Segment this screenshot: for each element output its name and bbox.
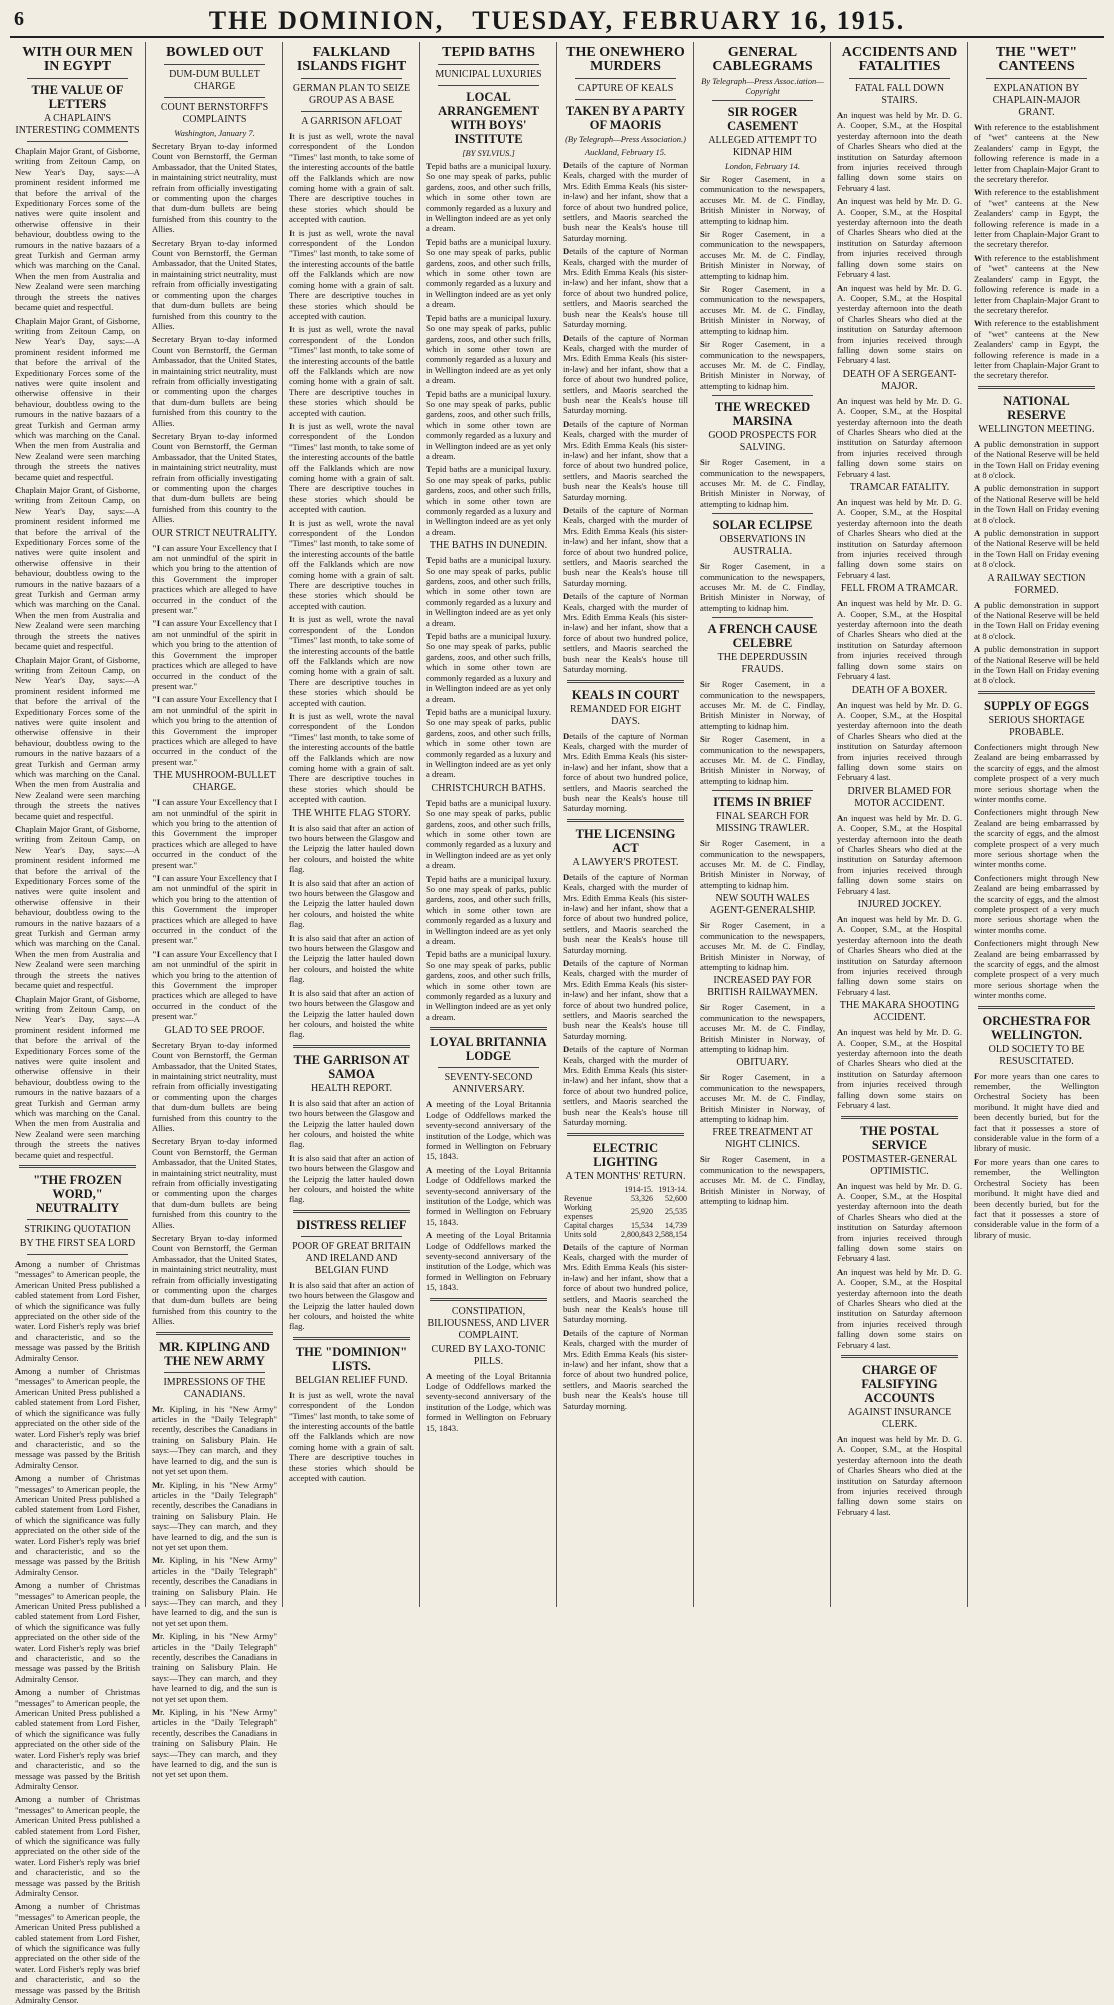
article-body: Secretary Bryan to-day informed Count von Bernstorff, the German Ambassador, that the United States, in maintaining strict neutrality, must refrain from officially investigating or commenting upon the charges that dum-dum bullets are being furnished from this country to the Allies.: [152, 334, 277, 428]
subheadline: FREE TREATMENT AT NIGHT CLINICS.: [712, 1127, 813, 1151]
subheadline: SERIOUS SHORTAGE PROBABLE.: [988, 714, 1085, 738]
article-body: Sir Roger Casement, in a communication to the newspapers, accuses Mr. M. de C. Findlay, British Minister in Norway, of attempting to kidnap him.: [700, 1072, 825, 1124]
article-body: An inquest was held by Mr. D. G. A. Cooper, S.M., at the Hospital yesterday afternoon into the death of Charles Shears who died at the institution on Saturday afternoon from injuries received through falling down some stairs on February 4 last.: [837, 598, 962, 682]
article-body: A public demonstration in support of the National Reserve will be held in the Town Hall on Friday evening at 8 o'clock.: [974, 528, 1099, 570]
article-body: Details of the capture of Norman Keals, charged with the murder of Mrs. Edith Emma Keals (his sister-in-law) and her infant, show that a force of about two hundred police, settlers, and Maoris searched the bush near the Keals's house till Saturday morning.: [563, 958, 688, 1041]
column-tepid-baths: [421, 42, 557, 1607]
article-body: Sir Roger Casement, in a communication to the newspapers, accuses Mr. M. de C. Findlay, British Minister in Norway, of attempting to kidnap him.: [700, 679, 825, 731]
article-body: An inquest was held by Mr. D. G. A. Cooper, S.M., at the Hospital yesterday afternoon into the death of Charles Shears who died at the institution on Saturday afternoon from injuries received through falling down some stairs on February 4 last.: [837, 110, 962, 193]
subheadline: DEATH OF A BOXER.: [851, 684, 948, 696]
subheadline: CAPTURE OF KEALS: [577, 83, 674, 94]
headline: FALKLAND ISLANDS FIGHT: [296, 45, 407, 74]
table-cell: 53,326: [631, 1193, 653, 1203]
article-body: Sir Roger Casement, in a communication to the newspapers, accuses Mr. M. de C. Findlay, British Minister in Norway, of attempting to kidnap him.: [700, 174, 825, 226]
subheadline: A GARRISON AFLOAT: [301, 116, 402, 127]
headline: WITH OUR MEN IN EGYPT: [22, 45, 133, 74]
column-onewhero: [558, 42, 694, 1607]
article-body: An inquest was held by Mr. D. G. A. Cooper, S.M., at the Hospital yesterday afternoon into the death of Charles Shears who died at the institution on Saturday afternoon from injuries received through falling down some stairs on February 4 last.: [837, 1434, 962, 1517]
article-body: Chaplain Major Grant, of Gisborne, writing from Zeitoun Camp, on New Year's Day, says:—A prominent resident informed me that before the arrival of the Expeditionary Forces some of the natives were quite insolent and otherwise offensive in their behaviour, doubtless owing to the rumours in the native bazaars of a great Turkish and German army which was marching on the Canal. When the men from Australia and New Zealand were seen marching through the streets the natives became quiet and respectful.: [15, 654, 140, 821]
article-body: "I can assure Your Excellency that I am not unmindful of the spirit in which you bring to the attention of this Government the improper practices which are alleged to have occurred in the conduct of the present war.": [152, 948, 277, 1022]
article-body: Among a number of Christmas "messages" to American people, the American United Press published a cabled statement from Lord Fisher, of which the significance was fully appreciated on the other side of the water. Lord Fisher's reply was brief and characteristic, and so the message was passed by the British Admiralty Censor.: [15, 1794, 140, 1898]
subheadline: THE DEPERDUSSIN FRAUDS.: [717, 652, 808, 676]
table-cell: 14,739: [665, 1220, 687, 1230]
subheadline: OBITUARY.: [736, 1057, 789, 1069]
article-body: It is just as well, wrote the naval correspondent of the London "Times" last month, to take some of the interesting accounts of the battle off the Falklands which are now coming home with a grain of salt. There are descriptive touches in these stories which should be accepted with caution.: [289, 517, 414, 611]
subheadline: ITEMS IN BRIEF: [713, 795, 812, 810]
article-body: It is just as well, wrote the naval correspondent of the London "Times" last month, to take some of the interesting accounts of the battle off the Falklands which are now coming home with a grain of salt. There are descriptive touches in these stories which should be accepted with caution.: [289, 324, 414, 418]
headline: "THE FROZEN WORD," NEUTRALITY: [33, 1173, 122, 1215]
table-cell: Working expenses: [564, 1202, 593, 1221]
table-cell: 25,535: [665, 1207, 687, 1216]
article-body: Mr. Kipling, in his "New Army" articles in the "Daily Telegraph" recently, describes the Canadians in training on Salisbury Plain. He says:—They can march, and they have learned to dig, and the sun is not yet set upon them.: [152, 1555, 277, 1628]
table-cell: 1914-15.: [624, 1184, 653, 1194]
electric-lighting-table: [563, 1185, 688, 1239]
article-body: Details of the capture of Norman Keals, charged with the murder of Mrs. Edith Emma Keals (his sister-in-law) and her infant, show that a force of about two hundred police, settlers, and Maoris searched the bush near the Keals's house till Saturday morning.: [563, 871, 688, 955]
article-body: Tepid baths are a municipal luxury. So one may speak of parks, public gardens, zoos, and other such frills, which in some other town are commonly regarded as a luxury and in Wellington indeed are as yet only a dream.: [426, 312, 551, 386]
headline: THE ONEWHERO MURDERS: [566, 45, 685, 74]
article-body: For more years than one cares to remember, the Wellington Orchestral Society has been moribund. It might have died and been decently buried, but for the fact that it possesses a store of considerable value in the form of a library of music.: [974, 1070, 1099, 1154]
article-body: Tepid baths are a municipal luxury. So one may speak of parks, public gardens, zoos, and other such frills, which in some other town are commonly regarded as a luxury and in Wellington indeed are as yet only a dream.: [426, 388, 551, 461]
subheadline: INCREASED PAY FOR BRITISH RAILWAYMEN.: [707, 975, 818, 999]
subheadline: A CHAPLAIN'S INTERESTING COMMENTS: [15, 113, 140, 136]
article-body: It is also said that after an action of two hours between the Glasgow and the Leipzig the latter hauled down her colours, and hoisted the white flag.: [289, 1152, 414, 1205]
headline: KEALS IN COURT: [571, 687, 680, 702]
table-cell: Capital charges: [564, 1220, 614, 1230]
article-body: Chaplain Major Grant, of Gisborne, writing from Zeitoun Camp, on New Year's Day, says:—A prominent resident informed me that before the arrival of the Expeditionary Forces some of the natives were quite insolent and otherwise offensive in their behaviour, doubtless owing to the rumours in the native bazaars of a great Turkish and German army which was marching on the Canal. When the men from Australia and New Zealand were seen marching through the streets the natives became quiet and respectful.: [15, 315, 140, 482]
subheadline: EXPLANATION BY CHAPLAIN-MAJOR GRANT.: [992, 83, 1081, 118]
subheadline: TRAMCAR FATALITY.: [849, 482, 950, 493]
table-cell: 25,920: [631, 1207, 653, 1216]
subheadline: AGAINST INSURANCE CLERK.: [847, 1407, 952, 1430]
subheadline: POSTMASTER-GENERAL OPTIMISTIC.: [841, 1153, 957, 1177]
subheadline: OLD SOCIETY TO BE RESUSCITATED.: [988, 1043, 1085, 1067]
article-body: Details of the capture of Norman Keals, charged with the murder of Mrs. Edith Emma Keals (his sister-in-law) and her infant, show that a force of about two hundred police, settlers, and Maoris searched the bush near the Keals's house till Saturday morning.: [563, 1241, 688, 1325]
article-body: Mr. Kipling, in his "New Army" articles in the "Daily Telegraph" recently, describes the Canadians in training on Salisbury Plain. He says:—They can march, and they have learned to dig, and the sun is not yet set upon them.: [152, 1403, 277, 1477]
section-heading: THE MUSHROOM-BULLET CHARGE.: [153, 770, 276, 794]
advertisement-heading: CONSTIPATION, BILIOUSNESS, AND LIVER COMPLAINT.: [427, 1305, 550, 1341]
advertisement-heading: CURED BY LAXO-TONIC PILLS.: [431, 1343, 546, 1367]
article-body: Chaplain Major Grant, of Gisborne, writing from Zeitoun Camp, on New Year's Day, says:—A prominent resident informed me that before the arrival of the Expeditionary Forces some of the natives were quite insolent and otherwise offensive in their behaviour, doubtless owing to the rumours in the native bazaars of a great Turkish and German army which was marching on the Canal. When the men from Australia and New Zealand were seen marching through the streets the natives became quiet and respectful.: [15, 993, 140, 1160]
subheadline: DRIVER BLAMED FOR MOTOR ACCIDENT.: [847, 785, 952, 809]
article-body: Sir Roger Casement, in a communication to the newspapers, accuses Mr. M. de C. Findlay, British Minister in Norway, of attempting to kidnap him.: [700, 1002, 825, 1054]
article-body: An inquest was held by Mr. D. G. A. Cooper, S.M., at the Hospital yesterday afternoon into the death of Charles Shears who died at the institution on Saturday afternoon from injuries received through falling down some stairs on February 4 last.: [837, 282, 962, 366]
article-body: It is also said that after an action of two hours between the Glasgow and the Leipzig the latter hauled down her colours, and hoisted the white flag.: [289, 822, 414, 875]
subheadline: A FRENCH CAUSE CELEBRE: [707, 622, 818, 651]
article-body: A public demonstration in support of the National Reserve will be held in the Town Hall on Friday evening at 8 o'clock.: [974, 599, 1099, 641]
article-body: It is also said that after an action of two hours between the Glasgow and the Leipzig the latter hauled down her colours, and hoisted the white flag.: [289, 987, 414, 1040]
table-row: [563, 1194, 688, 1203]
subheadline: STRIKING QUOTATION: [24, 1224, 131, 1235]
article-body: Confectioners might through New Zealand are being embarrassed by the scarcity of eggs, and the almost complete prospect of a very much more serious shortage when the winter months come.: [974, 872, 1099, 935]
article-body: Tepid baths are a municipal luxury. So one may speak of parks, public gardens, zoos, and other such frills, which in some other town are commonly regarded as a luxury and in Wellington indeed are as yet only a dream.: [426, 873, 551, 947]
section-heading: CHRISTCHURCH BATHS.: [431, 782, 546, 794]
article-body: Tepid baths are a municipal luxury. So one may speak of parks, public gardens, zoos, and other such frills, which in some other town are commonly regarded as a luxury and in Wellington indeed are as yet only a dream.: [426, 949, 551, 1022]
subheadline: NEW SOUTH WALES AGENT-GENERALSHIP.: [709, 893, 816, 917]
subheadline: SOLAR ECLIPSE: [712, 518, 813, 533]
article-body: Among a number of Christmas "messages" to American people, the American United Press published a cabled statement from Lord Fisher, of which the significance was fully appreciated on the other side of the water. Lord Fisher's reply was brief and characteristic, and so the message was passed by the British Admiralty Censor.: [15, 1259, 140, 1363]
article-body: "I can assure Your Excellency that I am not unmindful of the spirit in which you bring to the attention of this Government the improper practices which are alleged to have occurred in the conduct of the present war.": [152, 542, 277, 616]
article-body: An inquest was held by Mr. D. G. A. Cooper, S.M., at the Hospital yesterday afternoon into the death of Charles Shears who died at the institution on Saturday afternoon from injuries received through falling down some stairs on February 4 last.: [837, 395, 962, 479]
article-body: Sir Roger Casement, in a communication to the newspapers, accuses Mr. M. de C. Findlay, British Minister in Norway, of attempting to kidnap him.: [700, 457, 825, 509]
article-body: Confectioners might through New Zealand are being embarrassed by the scarcity of eggs, and the almost complete prospect of a very much more serious shortage when the winter months come.: [974, 807, 1099, 870]
subheadline: SEVENTY-SECOND ANNIVERSARY.: [444, 1072, 533, 1096]
newspaper-columns: [10, 42, 1104, 2005]
article-body: Mr. Kipling, in his "New Army" articles in the "Daily Telegraph" recently, describes the Canadians in training on Salisbury Plain. He says:—They can march, and they have learned to dig, and the sun is not yet set upon them.: [152, 1631, 277, 1704]
headline: ORCHESTRA FOR WELLINGTON.: [982, 1013, 1091, 1042]
article-body: Tepid baths are a municipal luxury. So one may speak of parks, public gardens, zoos, and other such frills, which in some other town are commonly regarded as a luxury and in Wellington indeed are as yet only a dream.: [426, 555, 551, 628]
article-body: Mr. Kipling, in his "New Army" articles in the "Daily Telegraph" recently, describes the Canadians in training on Salisbury Plain. He says:—They can march, and they have learned to dig, and the sun is not yet set upon them.: [152, 1707, 277, 1780]
article-body: Sir Roger Casement, in a communication to the newspapers, accuses Mr. M. de C. Findlay, British Minister in Norway, of attempting to kidnap him.: [700, 1154, 825, 1206]
article-body: Sir Roger Casement, in a communication to the newspapers, accuses Mr. M. de C. Findlay, British Minister in Norway, of attempting to kidnap him.: [700, 339, 825, 391]
subheadline: DEATH OF A SERGEANT-MAJOR.: [842, 368, 957, 392]
subheadline: GOOD PROSPECTS FOR SALVING.: [708, 430, 817, 454]
article-body: It is just as well, wrote the naval correspondent of the London "Times" last month, to take some of the interesting accounts of the battle off the Falklands which are now coming home with a grain of salt. There are descriptive touches in these stories which should be accepted with caution.: [289, 710, 414, 805]
article-body: It is just as well, wrote the naval correspondent of the London "Times" last month, to take some of the interesting accounts of the battle off the Falklands which are now coming home with a grain of salt. There are descriptive touches in these stories which should be accepted with caution.: [289, 420, 414, 515]
table-cell: 2,800,843: [621, 1229, 653, 1239]
article-body: Sir Roger Casement, in a communication to the newspapers, accuses Mr. M. de C. Findlay, British Minister in Norway, of attempting to kidnap him.: [700, 561, 825, 613]
page-number: 6: [14, 8, 24, 30]
article-body: A public demonstration in support of the National Reserve will be held in the Town Hall on Friday evening at 8 o'clock.: [974, 483, 1099, 525]
subheadline: REMANDED FOR EIGHT DAYS.: [569, 703, 682, 727]
table-cell: 52,600: [665, 1193, 687, 1203]
article-body: Details of the capture of Norman Keals, charged with the murder of Mrs. Edith Emma Keals (his sister-in-law) and her infant, show that a force of about two hundred police, settlers, and Maoris searched the bush near the Keals's house till Saturday morning.: [563, 332, 688, 416]
article-body: An inquest was held by Mr. D. G. A. Cooper, S.M., at the Hospital yesterday afternoon into the death of Charles Shears who died at the institution on Saturday afternoon from injuries received through falling down some stairs on February 4 last.: [837, 1027, 962, 1111]
column-accidents: [832, 42, 968, 1607]
subheadline: INJURED JOCKEY.: [857, 899, 942, 910]
subheadline: FELL FROM A TRAMCAR.: [840, 583, 959, 595]
article-body: Among a number of Christmas "messages" to American people, the American United Press published a cabled statement from Lord Fisher, of which the significance was fully appreciated on the other side of the water. Lord Fisher's reply was brief and characteristic, and so the message was passed by the British Admiralty Censor.: [15, 1366, 140, 1470]
article-body: "I can assure Your Excellency that I am not unmindful of the spirit in which you bring to the attention of this Government the improper practices which are alleged to have occurred in the conduct of the present war.": [152, 873, 277, 946]
article-body: Details of the capture of Norman Keals, charged with the murder of Mrs. Edith Emma Keals (his sister-in-law) and her infant, show that a force of about two hundred police, settlers, and Maoris searched the bush near the Keals's house till Saturday morning.: [563, 1044, 688, 1128]
article-body: Chaplain Major Grant, of Gisborne, writing from Zeitoun Camp, on New Year's Day, says:—A prominent resident informed me that before the arrival of the Expeditionary Forces some of the natives were quite insolent and otherwise offensive in their behaviour, doubtless owing to the rumours in the native bazaars of a great Turkish and German army which was marching on the Canal. When the men from Australia and New Zealand were seen marching through the streets the natives became quiet and respectful.: [15, 485, 140, 652]
article-body: An inquest was held by Mr. D. G. A. Cooper, S.M., at the Hospital yesterday afternoon into the death of Charles Shears who died at the institution on Saturday afternoon from injuries received through falling down some stairs on February 4 last.: [837, 196, 962, 280]
article-body: A meeting of the Loyal Britannia Lodge of Oddfellows marked the seventy-second anniversary of the institution of the Lodge, which was formed in Wellington on February 15, 1843.: [426, 1230, 551, 1293]
headline: SUPPLY OF EGGS: [984, 698, 1089, 713]
article-body: Among a number of Christmas "messages" to American people, the American United Press published a cabled statement from Lord Fisher, of which the significance was fully appreciated on the other side of the water. Lord Fisher's reply was brief and characteristic, and so the message was passed by the British Admiralty Censor.: [15, 1687, 140, 1791]
article-body: With reference to the establishment of "wet" canteens at the New Zealanders' camp in Egypt, the following reference is made in a letter from Chaplain-Major Grant to the secretary therefor.: [974, 187, 1099, 250]
article-body: Details of the capture of Norman Keals, charged with the murder of Mrs. Edith Emma Keals (his sister-in-law) and her infant, show that a force of about two hundred police, settlers, and Maoris searched the bush near the Keals's house till Saturday morning.: [563, 730, 688, 814]
article-body: Chaplain Major Grant, of Gisborne, writing from Zeitoun Camp, on New Year's Day, says:—A prominent resident informed me that before the arrival of the Expeditionary Forces some of the natives were quite insolent and otherwise offensive in their behaviour, doubtless owing to the rumours in the native bazaars of a great Turkish and German army which was marching on the Canal. When the men from Australia and New Zealand were seen marching through the streets the natives became quiet and respectful.: [15, 146, 140, 313]
headline: THE LICENSING ACT: [575, 826, 676, 855]
table-cell: [563, 1185, 620, 1194]
article-body: Details of the capture of Norman Keals, charged with the murder of Mrs. Edith Emma Keals (his sister-in-law) and her infant, show that a force of about two hundred police, settlers, and Maoris searched the bush near the Keals's house till Saturday morning.: [563, 591, 688, 675]
article-body: A public demonstration in support of the National Reserve will be held in the Town Hall on Friday evening at 8 o'clock.: [974, 644, 1099, 686]
article-body: Sir Roger Casement, in a communication to the newspapers, accuses Mr. M. de C. Findlay, British Minister in Norway, of attempting to kidnap him.: [700, 734, 825, 786]
article-body: Tepid baths are a municipal luxury. So one may speak of parks, public gardens, zoos, and other such frills, which in some other town are commonly regarded as a luxury and in Wellington indeed are as yet only a dream.: [426, 797, 551, 871]
headline: GENERAL CABLEGRAMS: [712, 45, 813, 74]
article-body: Details of the capture of Norman Keals, charged with the murder of Mrs. Edith Emma Keals (his sister-in-law) and her infant, show that a force of about two hundred police, settlers, and Maoris searched the bush near the Keals's house till Saturday morning.: [563, 505, 688, 588]
headline: THE "WET" CANTEENS: [995, 45, 1078, 74]
article-body: An inquest was held by Mr. D. G. A. Cooper, S.M., at the Hospital yesterday afternoon into the death of Charles Shears who died at the institution on Saturday afternoon from injuries received through falling down some stairs on February 4 last.: [837, 497, 962, 580]
dateline: Auckland, February 15.: [584, 147, 667, 157]
article-body: It is just as well, wrote the naval correspondent of the London "Times" last month, to take some of the interesting accounts of the battle off the Falklands which are now coming home with a grain of salt. There are descriptive touches in these stories which should be accepted with caution.: [289, 131, 414, 225]
article-body: It is also said that after an action of two hours between the Glasgow and the Leipzig the latter hauled down her colours, and hoisted the white flag.: [289, 932, 414, 985]
article-body: Tepid baths are a municipal luxury. So one may speak of parks, public gardens, zoos, and other such frills, which in some other town are commonly regarded as a luxury and in Wellington indeed are as yet only a dream.: [426, 631, 551, 704]
article-body: Sir Roger Casement, in a communication to the newspapers, accuses Mr. M. de C. Findlay, British Minister in Norway, of attempting to kidnap him.: [700, 284, 825, 336]
column-egypt: [10, 42, 146, 2005]
article-body: It is just as well, wrote the naval correspondent of the London "Times" last month, to take some of the interesting accounts of the battle off the Falklands which are now coming home with a grain of salt. There are descriptive touches in these stories which should be accepted with caution.: [289, 227, 414, 321]
paper-name: THE DOMINION,: [208, 6, 445, 35]
article-body: Secretary Bryan to-day informed Count von Bernstorff, the German Ambassador, that the United States, in maintaining strict neutrality, must refrain from officially investigating or commenting upon the charges that dum-dum bullets are being furnished from this country to the Allies.: [152, 141, 277, 235]
subheadline: MUNICIPAL LUXURIES: [435, 69, 542, 80]
article-body: It is also said that after an action of two hours between the Glasgow and the Leipzig the latter hauled down her colours, and hoisted the white flag.: [289, 1279, 414, 1332]
headline: CHARGE OF FALSIFYING ACCOUNTS: [861, 1363, 938, 1405]
article-body: It is also said that after an action of two hours between the Glasgow and the Leipzig the latter hauled down her colours, and hoisted the white flag.: [289, 1097, 414, 1150]
subheadline: FINAL SEARCH FOR MISSING TRAWLER.: [715, 811, 810, 835]
article-body: Tepid baths are a municipal luxury. So one may speak of parks, public gardens, zoos, and other such frills, which in some other town are commonly regarded as a luxury and in Wellington indeed are as yet only a dream.: [426, 706, 551, 780]
article-body: Details of the capture of Norman Keals, charged with the murder of Mrs. Edith Emma Keals (his sister-in-law) and her infant, show that a force of about two hundred police, settlers, and Maoris searched the bush near the Keals's house till Saturday morning.: [563, 246, 688, 330]
headline: THE "DOMINION" LISTS.: [295, 1344, 408, 1373]
agency-line: (By Telegraph—Press Association.): [565, 134, 686, 144]
masthead: [10, 6, 1104, 38]
article-body: Chaplain Major Grant, of Gisborne, writing from Zeitoun Camp, on New Year's Day, says:—A prominent resident informed me that before the arrival of the Expeditionary Forces some of the natives were quite insolent and otherwise offensive in their behaviour, doubtless owing to the rumours in the native bazaars of a great Turkish and German army which was marching on the Canal. When the men from Australia and New Zealand were seen marching through the streets the natives became quiet and respectful.: [15, 824, 140, 991]
subheadline: BELGIAN RELIEF FUND.: [295, 1374, 408, 1386]
subheadline: BY THE FIRST SEA LORD: [19, 1238, 136, 1249]
subheadline: THE VALUE OF LETTERS: [31, 83, 124, 111]
headline: MR. KIPLING AND THE NEW ARMY: [159, 1339, 270, 1368]
table-row: [563, 1230, 688, 1239]
column-cablegrams: [695, 42, 831, 1607]
article-body: A meeting of the Loyal Britannia Lodge of Oddfellows marked the seventy-second anniversary of the institution of the Lodge, which was formed in Wellington on February 15, 1843.: [426, 1370, 551, 1433]
subheadline: HEALTH REPORT.: [310, 1082, 393, 1094]
article-body: Mr. Kipling, in his "New Army" articles in the "Daily Telegraph" recently, describes the Canadians in training on Salisbury Plain. He says:—They can march, and they have learned to dig, and the sun is not yet set upon them.: [152, 1479, 277, 1552]
table-cell: Units sold: [564, 1229, 597, 1239]
dateline: Washington, January 7.: [174, 128, 255, 138]
subheadline: DUM-DUM BULLET CHARGE: [169, 69, 260, 92]
table-row: [563, 1203, 688, 1221]
subheadline: POOR OF GREAT BRITAIN AND IRELAND AND BELGIAN FUND: [292, 1240, 411, 1276]
table-cell: 2,588,154: [655, 1229, 687, 1239]
article-body: An inquest was held by Mr. D. G. A. Cooper, S.M., at the Hospital yesterday afternoon into the death of Charles Shears who died at the institution on Saturday afternoon from injuries received through falling down some stairs on February 4 last.: [837, 1180, 962, 1264]
subheadline: FATAL FALL DOWN STAIRS.: [854, 83, 945, 106]
article-body: An inquest was held by Mr. D. G. A. Cooper, S.M., at the Hospital yesterday afternoon into the death of Charles Shears who died at the institution on Saturday afternoon from injuries received through falling down some stairs on February 4 last.: [837, 914, 962, 997]
subheadline: SIR ROGER CASEMENT: [727, 105, 798, 133]
headline: THE GARRISON AT SAMOA: [293, 1052, 410, 1081]
subheadline: COUNT BERNSTORFF'S COMPLAINTS: [160, 102, 269, 125]
article-body: It is also said that after an action of two hours between the Glasgow and the Leipzig the latter hauled down her colours, and hoisted the white flag.: [289, 877, 414, 930]
headline: BOWLED OUT: [166, 45, 263, 60]
article-body: "I can assure Your Excellency that I am not unmindful of the spirit in which you bring to the attention of this Government the improper practices which are alleged to have occurred in the conduct of the present war.": [152, 797, 277, 870]
subheadline: THE WRECKED MARSINA: [714, 400, 811, 429]
article-body: Sir Roger Casement, in a communication to the newspapers, accuses Mr. M. de C. Findlay, British Minister in Norway, of attempting to kidnap him.: [700, 838, 825, 890]
subheadline: GERMAN PLAN TO SEIZE GROUP AS A BASE: [292, 83, 411, 106]
article-body: A meeting of the Loyal Britannia Lodge of Oddfellows marked the seventy-second anniversary of the institution of the Lodge, which was formed in Wellington on February 15, 1843.: [426, 1164, 551, 1227]
article-body: With reference to the establishment of "wet" canteens at the New Zealanders' camp in Egypt, the following reference is made in a letter from Chaplain-Major Grant to the secretary therefor.: [974, 252, 1099, 315]
subheadline: TAKEN BY A PARTY OF MAORIS: [565, 104, 686, 132]
subheadline: A LAWYER'S PROTEST.: [572, 856, 679, 868]
article-body: An inquest was held by Mr. D. G. A. Cooper, S.M., at the Hospital yesterday afternoon into the death of Charles Shears who died at the institution on Saturday afternoon from injuries received through falling down some stairs on February 4 last.: [837, 812, 962, 896]
article-body: A public demonstration in support of the National Reserve will be held in the Town Hall on Friday evening at 8 o'clock.: [974, 438, 1099, 480]
article-body: An inquest was held by Mr. D. G. A. Cooper, S.M., at the Hospital yesterday afternoon into the death of Charles Shears who died at the institution on Saturday afternoon from injuries received through falling down some stairs on February 4 last.: [837, 1266, 962, 1350]
column-bowled-out: [147, 42, 283, 1780]
section-heading: THE WHITE FLAG STORY.: [292, 807, 411, 819]
article-body: Secretary Bryan to-day informed Count von Bernstorff, the German Ambassador, that the United States, in maintaining strict neutrality, must refrain from officially investigating or commenting upon the charges that dum-dum bullets are being furnished from this country to the Allies.: [152, 237, 277, 331]
headline: LOYAL BRITANNIA LODGE: [430, 1035, 547, 1064]
article-body: With reference to the establishment of "wet" canteens at the New Zealanders' camp in Egypt, the following reference is made in a letter from Chaplain-Major Grant to the secretary therefor.: [974, 122, 1099, 185]
headline: THE POSTAL SERVICE: [860, 1123, 939, 1152]
article-body: Details of the capture of Norman Keals, charged with the murder of Mrs. Edith Emma Keals (his sister-in-law) and her infant, show that a force of about two hundred police, settlers, and Maoris searched the bush near the Keals's house till Saturday morning.: [563, 1327, 688, 1411]
subheadline: WELLINGTON MEETING.: [978, 423, 1095, 435]
article-body: Secretary Bryan to-day informed Count von Bernstorff, the German Ambassador, that the United States, in maintaining strict neutrality, must refrain from officially investigating or commenting upon the charges that dum-dum bullets are being furnished from this country to the Allies.: [152, 430, 277, 525]
headline: TEPID BATHS: [442, 45, 535, 60]
table-header: [563, 1185, 688, 1194]
subheadline: OBSERVATIONS IN AUSTRALIA.: [719, 534, 806, 558]
byline: [BY SYLVIUS.]: [462, 148, 515, 158]
article-body: Confectioners might through New Zealand are being embarrassed by the scarcity of eggs, and the almost complete prospect of a very much more serious shortage when the winter months come.: [974, 938, 1099, 1001]
section-heading: THE BATHS IN DUNEDIN.: [429, 540, 548, 552]
article-body: Details of the capture of Norman Keals, charged with the murder of Mrs. Edith Emma Keals (his sister-in-law) and her infant, show that a force of about two hundred police, settlers, and Maoris searched the bush near the Keals's house till Saturday morning.: [563, 418, 688, 502]
masthead-title: [10, 6, 1104, 36]
article-body: Sir Roger Casement, in a communication to the newspapers, accuses Mr. M. de C. Findlay, British Minister in Norway, of attempting to kidnap him.: [700, 920, 825, 972]
article-body: Secretary Bryan to-day informed Count von Bernstorff, the German Ambassador, that the United States, in maintaining strict neutrality, must refrain from officially investigating or commenting upon the charges that dum-dum bullets are being furnished from this country to the Allies.: [152, 1233, 277, 1327]
dateline: London, February 14.: [724, 161, 801, 171]
article-body: Secretary Bryan to-day informed Count von Bernstorff, the German Ambassador, that the United States, in maintaining strict neutrality, must refrain from officially investigating or commenting upon the charges that dum-dum bullets are being furnished from this country to the Allies.: [152, 1136, 277, 1230]
subheadline: LOCAL ARRANGEMENT WITH BOYS' INSTITUTE: [438, 90, 539, 146]
table-row: [563, 1221, 688, 1230]
article-body: Tepid baths are a municipal luxury. So one may speak of parks, public gardens, zoos, and other such frills, which in some other town are commonly regarded as a luxury and in Wellington indeed are as yet only a dream.: [426, 236, 551, 310]
subheadline: A RAILWAY SECTION FORMED.: [987, 572, 1086, 596]
article-body: Confectioners might through New Zealand are being embarrassed by the scarcity of eggs, and the almost complete prospect of a very much more serious shortage when the winter months come.: [974, 741, 1099, 804]
section-heading: GLAD TO SEE PROOF.: [164, 1024, 265, 1036]
article-body: "I can assure Your Excellency that I am not unmindful of the spirit in which you bring to the attention of this Government the improper practices which are alleged to have occurred in the conduct of the present war.": [152, 694, 277, 767]
article-body: Details of the capture of Norman Keals, charged with the murder of Mrs. Edith Emma Keals (his sister-in-law) and her infant, show that a force of about two hundred police, settlers, and Maoris searched the bush near the Keals's house till Saturday morning.: [563, 160, 688, 243]
subheadline: THE MAKARA SHOOTING ACCIDENT.: [839, 1000, 960, 1024]
subheadline: ALLEGED ATTEMPT TO KIDNAP HIM: [708, 135, 817, 158]
issue-date: TUESDAY, FEBRUARY 16, 1915.: [472, 6, 906, 35]
article-body: It is just as well, wrote the naval correspondent of the London "Times" last month, to take some of the interesting accounts of the battle off the Falklands which are now coming home with a grain of salt. There are descriptive touches in these stories which should be accepted with caution.: [289, 1389, 414, 1484]
article-body: Tepid baths are a municipal luxury. So one may speak of parks, public gardens, zoos, and other such frills, which in some other town are commonly regarded as a luxury and in Wellington indeed are as yet only a dream.: [426, 464, 551, 537]
agency-line: By Telegraph—Press Assoc.iation—Copyright: [701, 76, 824, 96]
table-cell: 1913-14.: [658, 1184, 687, 1194]
table-cell: Revenue: [564, 1193, 592, 1203]
article-body: A meeting of the Loyal Britannia Lodge of Oddfellows marked the seventy-second anniversary of the institution of the Lodge, which was formed in Wellington on February 15, 1843.: [426, 1099, 551, 1162]
article-body: "I can assure Your Excellency that I am not unmindful of the spirit in which you bring to the attention of this Government the improper practices which are alleged to have occurred in the conduct of the present war.": [152, 618, 277, 691]
headline: ACCIDENTS AND FATALITIES: [841, 45, 958, 74]
article-body: With reference to the establishment of "wet" canteens at the New Zealanders' camp in Egypt, the following reference is made in a letter from Chaplain-Major Grant to the secretary therefor.: [974, 318, 1099, 381]
subheadline: A TEN MONTHS' RETURN.: [565, 1170, 686, 1182]
column-canteens: [969, 42, 1104, 1607]
article-body: Among a number of Christmas "messages" to American people, the American United Press published a cabled statement from Lord Fisher, of which the significance was fully appreciated on the other side of the water. Lord Fisher's reply was brief and characteristic, and so the message was passed by the British Admiralty Censor.: [15, 1901, 140, 2005]
article-body: Sir Roger Casement, in a communication to the newspapers, accuses Mr. M. de C. Findlay, British Minister in Norway, of attempting to kidnap him.: [700, 229, 825, 281]
headline: NATIONAL RESERVE: [1003, 393, 1070, 422]
article-body: It is just as well, wrote the naval correspondent of the London "Times" last month, to take some of the interesting accounts of the battle off the Falklands which are now coming home with a grain of salt. There are descriptive touches in these stories which should be accepted with caution.: [289, 614, 414, 708]
article-body: Among a number of Christmas "messages" to American people, the American United Press published a cabled statement from Lord Fisher, of which the significance was fully appreciated on the other side of the water. Lord Fisher's reply was brief and characteristic, and so the message was passed by the British Admiralty Censor.: [15, 1580, 140, 1684]
headline: DISTRESS RELIEF: [296, 1217, 407, 1232]
article-body: Secretary Bryan to-day informed Count von Bernstorff, the German Ambassador, that the United States, in maintaining strict neutrality, must refrain from officially investigating or commenting upon the charges that dum-dum bullets are being furnished from this country to the Allies.: [152, 1039, 277, 1133]
article-body: For more years than one cares to remember, the Wellington Orchestral Society has been moribund. It might have died and been decently buried, but for the fact that it possesses a store of considerable value in the form of a library of music.: [974, 1156, 1099, 1240]
section-heading: OUR STRICT NEUTRALITY.: [152, 527, 277, 539]
headline: ELECTRIC LIGHTING: [592, 1140, 659, 1169]
article-body: Tepid baths are a municipal luxury. So one may speak of parks, public gardens, zoos, and other such frills, which in some other town are commonly regarded as a luxury and in Wellington indeed are as yet only a dream.: [426, 161, 551, 234]
subheadline: IMPRESSIONS OF THE CANADIANS.: [163, 1376, 266, 1400]
article-body: Among a number of Christmas "messages" to American people, the American United Press published a cabled statement from Lord Fisher, of which the significance was fully appreciated on the other side of the water. Lord Fisher's reply was brief and characteristic, and so the message was passed by the British Admiralty Censor.: [15, 1473, 140, 1577]
article-body: An inquest was held by Mr. D. G. A. Cooper, S.M., at the Hospital yesterday afternoon into the death of Charles Shears who died at the institution on Saturday afternoon from injuries received through falling down some stairs on February 4 last.: [837, 699, 962, 783]
table-cell: 15,534: [631, 1220, 653, 1230]
column-falklands: [284, 42, 420, 1607]
